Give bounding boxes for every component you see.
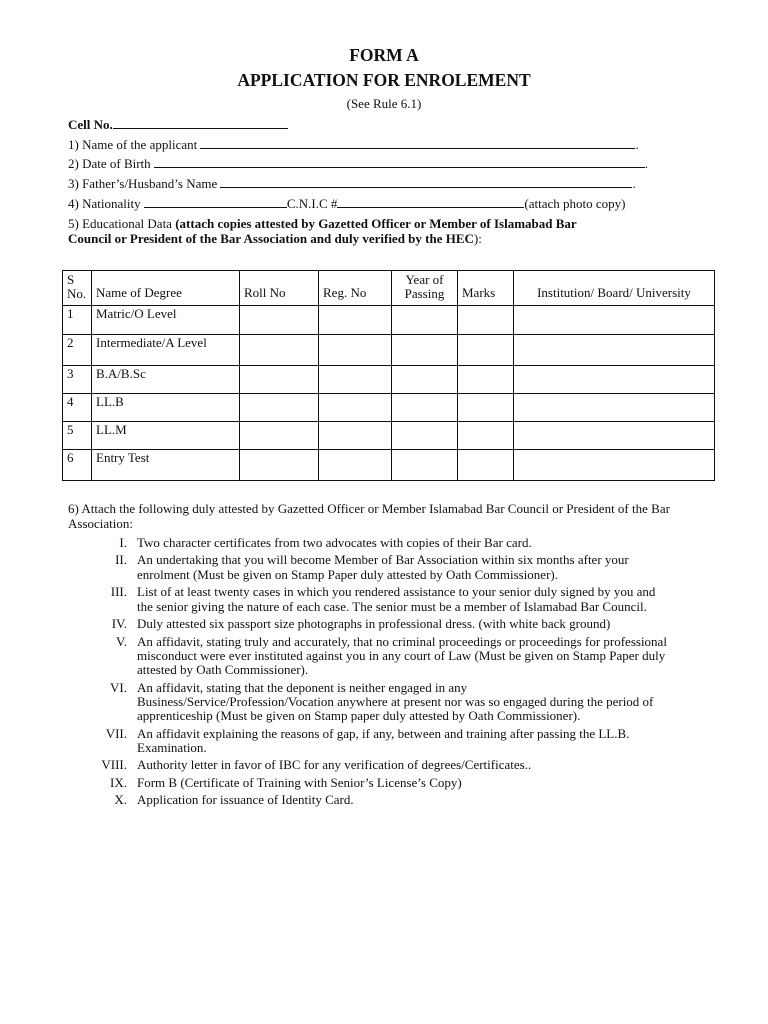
form-title: FORM A <box>349 45 419 65</box>
list-item-text: Authority letter in favor of IBC for any verification of degrees/Certificates.. <box>137 757 532 773</box>
cnic-field[interactable] <box>337 196 524 208</box>
dob-label: 2) Date of Birth <box>68 156 151 171</box>
table-header-row <box>63 271 715 306</box>
list-item <box>60 776 680 790</box>
reg-no-cell[interactable] <box>319 394 392 422</box>
institution-cell[interactable] <box>514 306 715 335</box>
row-no: 3 <box>63 366 92 394</box>
cnic-label: C.N.I.C # <box>286 196 338 211</box>
roll-no-cell[interactable] <box>240 394 319 422</box>
nationality-row <box>68 196 625 212</box>
reg-no-cell[interactable] <box>319 450 392 481</box>
table-row <box>63 394 715 422</box>
period: . <box>632 176 636 191</box>
marks-cell[interactable] <box>458 335 514 366</box>
year-cell[interactable] <box>392 394 458 422</box>
header-reg-no: Reg. No <box>319 271 392 306</box>
educational-data-label <box>68 216 577 246</box>
list-item <box>60 793 680 807</box>
reg-no-cell[interactable] <box>319 366 392 394</box>
attachments-intro: 6) Attach the following duly attested by Gazetted Officer or Member Islamabad Bar Council or President of the Bar Association: <box>68 501 670 531</box>
list-item <box>60 727 680 756</box>
list-item-number: IV. <box>111 616 127 632</box>
period: . <box>635 137 639 152</box>
father-name-label: 3) Father’s/Husband’s Name <box>68 176 218 191</box>
list-item-text: Two character certificates from two advocates with copies of their Bar card. <box>137 535 532 550</box>
educational-label-bold-2: Council or President of the Bar Association and duly verified by the HEC <box>68 231 474 246</box>
rule-reference: (See Rule 6.1) <box>346 96 422 111</box>
row-no: 4 <box>63 394 92 422</box>
period: . <box>644 156 649 171</box>
list-item-text: List of at least twenty cases in which you rendered assistance to your senior duly signed by you and the senior giving the nature of each case. The senior must be a member of Islamabad Bar Council. <box>137 584 656 614</box>
header-degree: Name of Degree <box>92 271 240 306</box>
institution-cell[interactable] <box>514 394 715 422</box>
educational-label-bold-1: (attach copies attested by Gazetted Officer or Member of Islamabad Bar <box>175 216 577 231</box>
list-item <box>60 536 680 550</box>
cell-no-label: Cell No. <box>68 117 113 132</box>
father-name-row <box>68 176 636 192</box>
list-item <box>60 635 680 678</box>
list-item-number: IX. <box>110 774 127 790</box>
institution-cell[interactable] <box>514 450 715 481</box>
year-cell[interactable] <box>392 450 458 481</box>
row-degree: B.A/B.Sc <box>92 366 240 394</box>
institution-cell[interactable] <box>514 335 715 366</box>
reg-no-cell[interactable] <box>319 422 392 450</box>
row-no: 1 <box>63 306 92 335</box>
roll-no-cell[interactable] <box>240 306 319 335</box>
institution-cell[interactable] <box>514 366 715 394</box>
marks-cell[interactable] <box>458 306 514 335</box>
reg-no-cell[interactable] <box>319 306 392 335</box>
row-no: 6 <box>63 450 92 481</box>
year-cell[interactable] <box>392 366 458 394</box>
marks-cell[interactable] <box>458 450 514 481</box>
form-subtitle: APPLICATION FOR ENROLEMENT <box>237 70 531 90</box>
list-item-text: An affidavit, stating truly and accurately, that no criminal proceedings or proceedings for professional misconduct were ever instituted against you in any court of Law (Must be given on Stamp Paper duly attested by Oath Commissioner). <box>137 633 667 678</box>
list-item-number: II. <box>115 552 127 568</box>
applicant-name-row <box>68 137 639 153</box>
nationality-field[interactable] <box>144 196 287 208</box>
header-marks: Marks <box>458 271 514 306</box>
list-item-text: Application for issuance of Identity Card. <box>137 792 354 808</box>
educational-data-table <box>62 270 715 481</box>
marks-cell[interactable] <box>458 394 514 422</box>
cell-no-row <box>68 117 288 133</box>
list-item <box>60 553 680 582</box>
roll-no-cell[interactable] <box>240 450 319 481</box>
row-degree: Intermediate/A Level <box>92 335 240 366</box>
nationality-label: 4) Nationality <box>68 196 141 211</box>
institution-cell[interactable] <box>514 422 715 450</box>
list-item-number: X. <box>114 792 127 808</box>
marks-cell[interactable] <box>458 422 514 450</box>
row-no: 5 <box>63 422 92 450</box>
year-cell[interactable] <box>392 335 458 366</box>
list-item-text: An affidavit, stating that the deponent is neither engaged in any Business/Service/Profession/Vocation anywhere at present nor was so engaged during the period of apprenticeship (Must be given on Stamp paper duly attested by Oath Commissioner). <box>137 679 654 724</box>
row-no: 2 <box>63 335 92 366</box>
list-item <box>60 758 680 772</box>
table-row <box>63 335 715 366</box>
list-item-text: Duly attested six passport size photographs in professional dress. (with white back ground) <box>137 616 611 632</box>
reg-no-cell[interactable] <box>319 335 392 366</box>
list-item-text: An undertaking that you will become Member of Bar Association within six months after your enrolment (Must be given on Stamp Paper duly attested by Oath Commissioner). <box>137 552 629 582</box>
table-row <box>63 422 715 450</box>
list-item-number: VIII. <box>101 757 127 773</box>
list-item-number: I. <box>119 535 127 550</box>
list-item <box>60 617 680 631</box>
marks-cell[interactable] <box>458 366 514 394</box>
header-sno: S No. <box>63 271 92 306</box>
header-roll-no: Roll No <box>240 271 319 306</box>
row-degree: LL.B <box>92 394 240 422</box>
educational-label-end: ): <box>473 231 482 246</box>
header-year: Year of Passing <box>392 271 458 306</box>
list-item <box>60 585 680 614</box>
table-row <box>63 366 715 394</box>
row-degree: Matric/O Level <box>92 306 240 335</box>
header-institution: Institution/ Board/ University <box>514 271 715 306</box>
photo-note: (attach photo copy) <box>524 196 626 211</box>
table-row <box>63 450 715 481</box>
father-name-field[interactable] <box>220 176 632 188</box>
row-degree: Entry Test <box>92 450 240 481</box>
cell-no-field[interactable] <box>113 117 288 129</box>
attachments-list <box>60 536 680 811</box>
roll-no-cell[interactable] <box>240 366 319 394</box>
applicant-name-label: 1) Name of the applicant <box>68 137 198 152</box>
table-row <box>63 306 715 335</box>
list-item-number: III. <box>110 584 127 600</box>
dob-field[interactable] <box>154 156 645 168</box>
educational-label-plain: 5) Educational Data <box>68 216 176 231</box>
list-item-text: An affidavit explaining the reasons of gap, if any, between and training after passing the LL.B. Examination. <box>137 725 630 755</box>
applicant-name-field[interactable] <box>200 137 635 149</box>
dob-row <box>68 156 648 172</box>
list-item-number: VI. <box>110 679 127 695</box>
year-cell[interactable] <box>392 422 458 450</box>
row-degree: LL.M <box>92 422 240 450</box>
roll-no-cell[interactable] <box>240 422 319 450</box>
year-cell[interactable] <box>392 306 458 335</box>
list-item <box>60 681 680 724</box>
roll-no-cell[interactable] <box>240 335 319 366</box>
list-item-number: V. <box>116 633 127 649</box>
list-item-text: Form B (Certificate of Training with Senior’s License’s Copy) <box>137 774 462 790</box>
list-item-number: VII. <box>105 725 127 741</box>
